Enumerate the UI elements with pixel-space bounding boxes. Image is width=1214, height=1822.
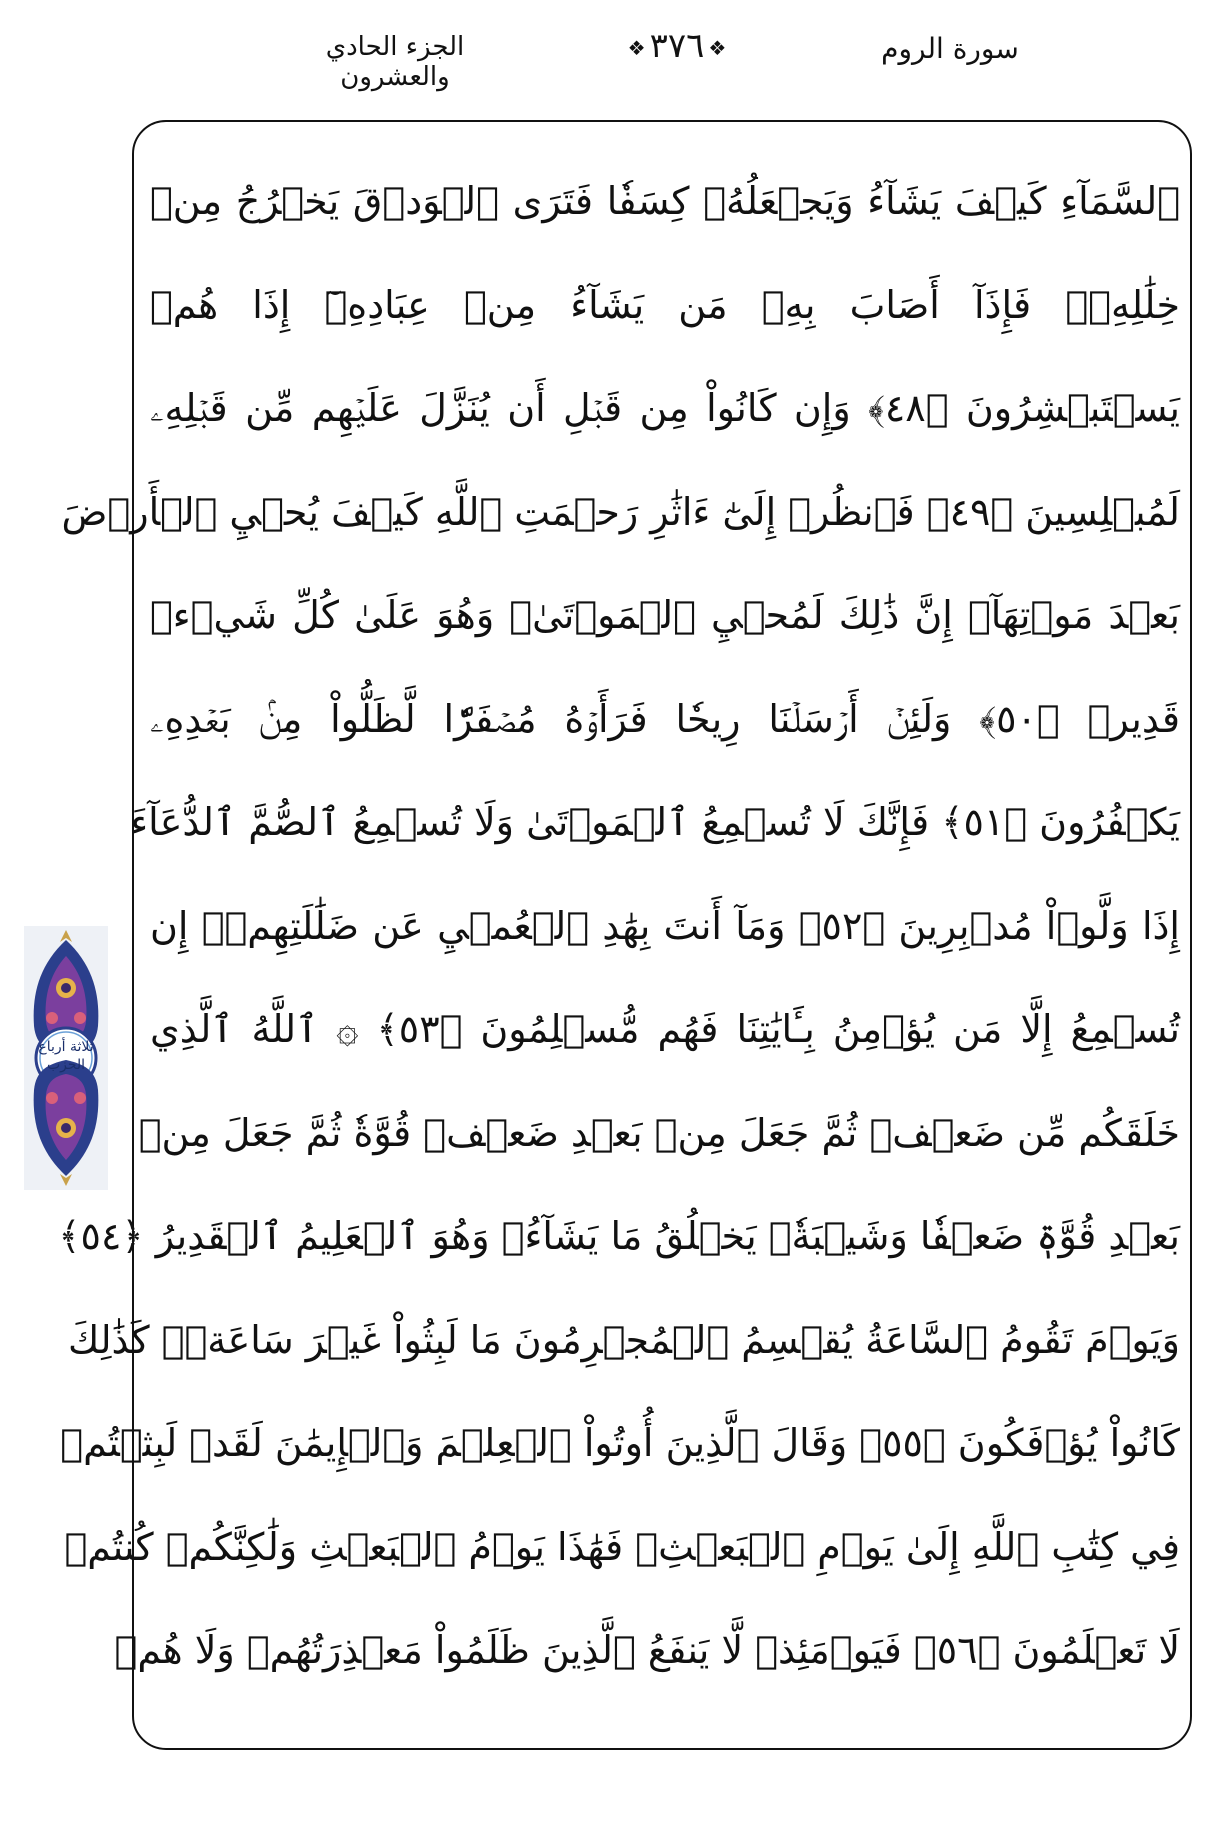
text-line-15: لَا تَعۡلَمُونَ ﴿٥٦﴾ فَيَوۡمَئِذٖ لَّا يَنفَعُ ٱلَّذِينَ ظَلَمُواْ مَعۡذِرَتُهُمۡ وَلَا هُمۡ — [114, 1628, 1180, 1672]
juz-title: الجزء الحادي والعشرون — [325, 32, 465, 92]
hizb-label-line1: ثلاثة أرباع — [38, 1039, 94, 1055]
text-line-5: بَعۡدَ مَوۡتِهَآۚ إِنَّ ذَٰلِكَ لَمُحۡيِ ٱلۡمَوۡتَىٰۖ وَهُوَ عَلَىٰ كُلِّ شَيۡءٖ — [150, 593, 1180, 637]
hizb-label — [24, 1038, 108, 1074]
text-line-9: تُسۡمِعُ إِلَّا مَن يُؤۡمِنُ بِـَٔايَٰتِنَا فَهُم مُّسۡلِمُونَ ﴿٥٣﴾ ۞ ٱللَّهُ ٱلَّذِي — [150, 1007, 1180, 1051]
ornament-right-icon: ❖ — [627, 35, 646, 60]
text-line-12: وَيَوۡمَ تَقُومُ ٱلسَّاعَةُ يُقۡسِمُ ٱلۡمُجۡرِمُونَ مَا لَبِثُواْ غَيۡرَ سَاعَةٖۚ كَذَٰلِكَ — [67, 1317, 1180, 1362]
text-line-7: يَكۡفُرُونَ ﴿٥١﴾ فَإِنَّكَ لَا تُسۡمِعُ ٱلۡمَوۡتَىٰ وَلَا تُسۡمِعُ ٱلصُّمَّ ٱلدُّعَآءَ — [130, 800, 1180, 844]
text-line-3: يَسۡتَبۡشِرُونَ ﴿٤٨﴾ وَإِن كَانُواْ مِن قَبۡلِ أَن يُنَزَّلَ عَلَيۡهِم مِّن قَبۡلِهِۦ — [150, 386, 1180, 430]
page-header — [0, 26, 1214, 92]
text-line-4: لَمُبۡلِسِينَ ﴿٤٩﴾ فَٱنظُرۡ إِلَىٰٓ ءَاثَٰرِ رَحۡمَتِ ٱللَّهِ كَيۡفَ يُحۡيِ ٱلۡأَرۡضَ — [61, 489, 1180, 534]
surah-title: سورة الروم — [881, 32, 1019, 65]
text-line-2: خِلَٰلِهِۦۖ فَإِذَآ أَصَابَ بِهِۦ مَن يَشَآءُ مِنۡ عِبَادِهِۦٓ إِذَا هُمۡ — [150, 282, 1180, 327]
text-line-11: بَعۡدِ قُوَّةٖ ضَعۡفٗا وَشَيۡبَةٗۚ يَخۡلُقُ مَا يَشَآءُۖ وَهُوَ ٱلۡعَلِيمُ ٱلۡقَدِيرُ ﴿٥٤﴾ — [58, 1214, 1180, 1258]
text-line-6: قَدِيرٞ ﴿٥٠﴾ وَلَئِنۡ أَرۡسَلۡنَا رِيحٗا فَرَأَوۡهُ مُصۡفَرّٗا لَّظَلُّواْ مِنۢ بَعۡدِهِۦ — [150, 696, 1180, 741]
ornament-left-icon: ❖ — [708, 35, 727, 60]
text-line-10: خَلَقَكُم مِّن ضَعۡفٖ ثُمَّ جَعَلَ مِنۢ بَعۡدِ ضَعۡفٖ قُوَّةٗ ثُمَّ جَعَلَ مِنۢ — [138, 1110, 1180, 1155]
text-line-1: ٱلسَّمَآءِ كَيۡفَ يَشَآءُ وَيَجۡعَلُهُۥ كِسَفٗا فَتَرَى ٱلۡوَدۡقَ يَخۡرُجُ مِنۡ — [150, 179, 1180, 223]
text-line-8: إِذَا وَلَّوۡاْ مُدۡبِرِينَ ﴿٥٢﴾ وَمَآ أَنتَ بِهَٰدِ ٱلۡعُمۡيِ عَن ضَلَٰلَتِهِمۡۖ إِن — [150, 903, 1180, 948]
text-line-13: كَانُواْ يُؤۡفَكُونَ ﴿٥٥﴾ وَقَالَ ٱلَّذِينَ أُوتُواْ ٱلۡعِلۡمَ وَٱلۡإِيمَٰنَ لَقَدۡ لَبِثۡتُمۡ — [60, 1421, 1180, 1465]
page-number — [597, 26, 757, 66]
page-number-text: ٣٧٦ — [649, 26, 705, 66]
hizb-marker — [24, 926, 108, 1190]
text-line-14: فِي كِتَٰبِ ٱللَّهِ إِلَىٰ يَوۡمِ ٱلۡبَعۡثِۖ فَهَٰذَا يَوۡمُ ٱلۡبَعۡثِ وَلَٰكِنَّكُمۡ كُنتُمۡ — [64, 1524, 1180, 1569]
hizb-label-line2: الحزب — [46, 1057, 86, 1073]
